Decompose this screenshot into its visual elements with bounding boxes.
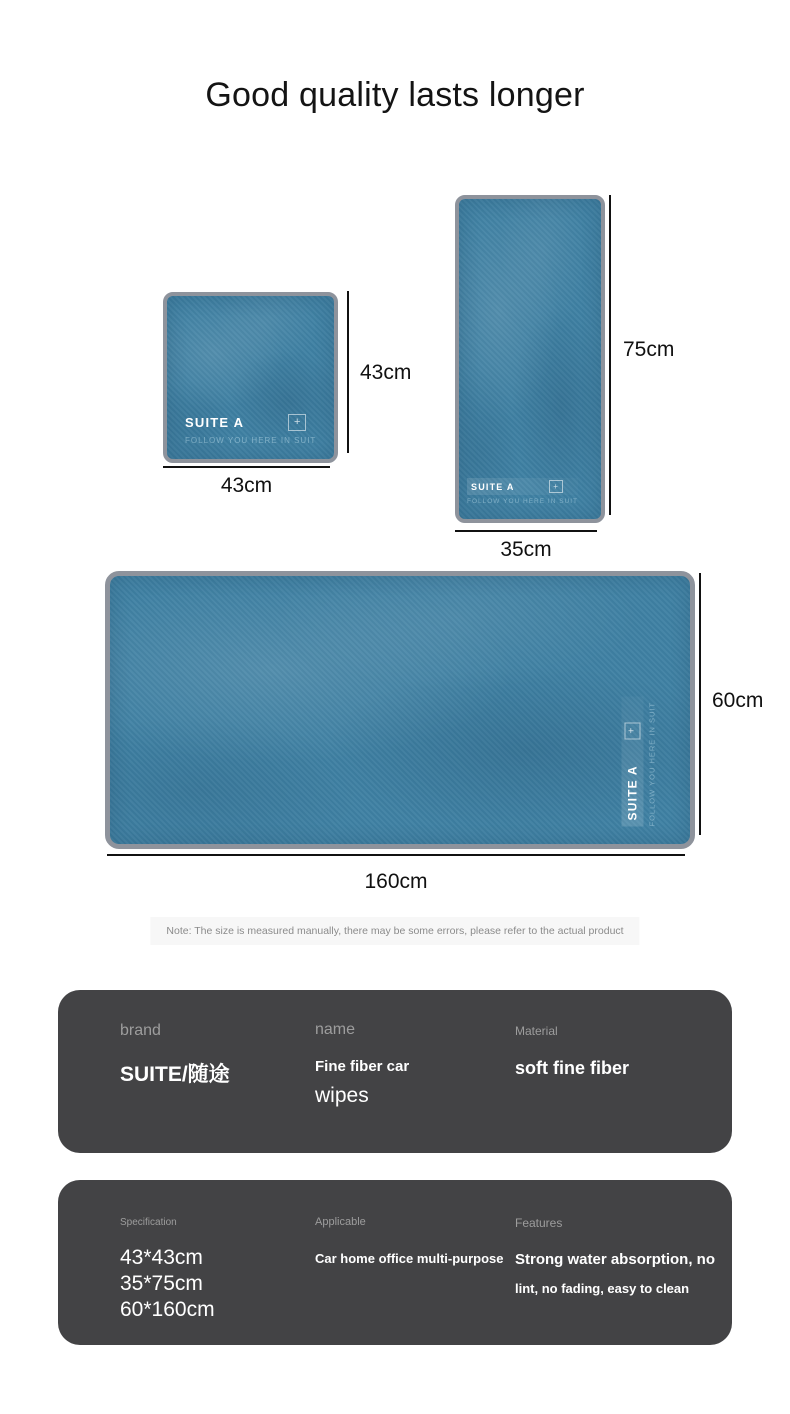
brand-tagline: FOLLOW YOU HERE IN SUIT (467, 498, 579, 505)
towel-brandmark (622, 667, 657, 827)
name-label: name (315, 1021, 356, 1038)
dimension-label-medium-width: 35cm (500, 538, 552, 561)
plus-icon: + (288, 414, 306, 431)
brandmark-row (467, 478, 578, 495)
towel-small (163, 292, 338, 463)
applicable-column (315, 1180, 515, 1345)
specification-values (120, 1245, 315, 1323)
page-title: Good quality lasts longer (205, 76, 585, 114)
brand-text: SUITE A (625, 765, 640, 821)
towel-brandmark (185, 414, 316, 445)
plus-icon: + (549, 480, 563, 493)
dimension-line-large-width (107, 854, 685, 856)
dimension-line-medium-width (455, 530, 597, 532)
dimension-label-medium-height: 75cm (623, 338, 675, 361)
name-column (315, 990, 515, 1153)
dimension-line-small-height (347, 291, 349, 453)
brand-tagline: FOLLOW YOU HERE IN SUIT (647, 701, 657, 827)
dimension-label-large-width: 160cm (364, 870, 428, 893)
features-column (515, 1180, 732, 1345)
brandmark-row (185, 414, 316, 431)
towel-brandmark (467, 478, 578, 505)
towel-large (105, 571, 695, 849)
dimension-line-small-width (163, 466, 330, 468)
brandmark-row (622, 697, 644, 827)
specification-column (120, 1180, 315, 1345)
spec-size-2: 35*75cm (120, 1272, 203, 1295)
spec-size-1: 43*43cm (120, 1246, 203, 1269)
name-value-line2: wipes (315, 1084, 369, 1107)
dimension-line-medium-height (609, 195, 611, 515)
brand-value: SUITE/随途 (120, 1063, 230, 1086)
info-panel-specs (58, 1180, 732, 1345)
features-label: Features (515, 1216, 563, 1230)
brand-text: SUITE A (471, 481, 515, 492)
dimension-label-small-height: 43cm (360, 361, 412, 384)
brand-text: SUITE A (185, 415, 245, 430)
plus-icon: + (625, 722, 641, 739)
spec-size-3: 60*160cm (120, 1298, 215, 1321)
material-label: Material (515, 1024, 558, 1038)
dimension-label-small-width: 43cm (220, 474, 273, 497)
brand-label: brand (120, 1022, 161, 1039)
features-value-line1: Strong water absorption, no (515, 1251, 716, 1268)
applicable-label: Applicable (315, 1216, 366, 1228)
specification-label: Specification (120, 1217, 177, 1228)
material-value: soft fine fiber (515, 1058, 630, 1078)
material-column (515, 990, 732, 1153)
measurement-note: Note: The size is measured manually, there may be some errors, please refer to the actual product (150, 917, 639, 945)
dimension-line-large-height (699, 573, 701, 835)
towel-medium (455, 195, 605, 523)
features-value-line2: lint, no fading, easy to clean (515, 1281, 690, 1296)
applicable-value: Car home office multi-purpose (315, 1251, 504, 1266)
dimension-label-large-height: 60cm (712, 689, 764, 712)
brand-tagline: FOLLOW YOU HERE IN SUIT (185, 436, 317, 445)
info-panel-brand (58, 990, 732, 1153)
name-value-line1: Fine fiber car (315, 1058, 410, 1075)
brand-column (120, 990, 315, 1153)
